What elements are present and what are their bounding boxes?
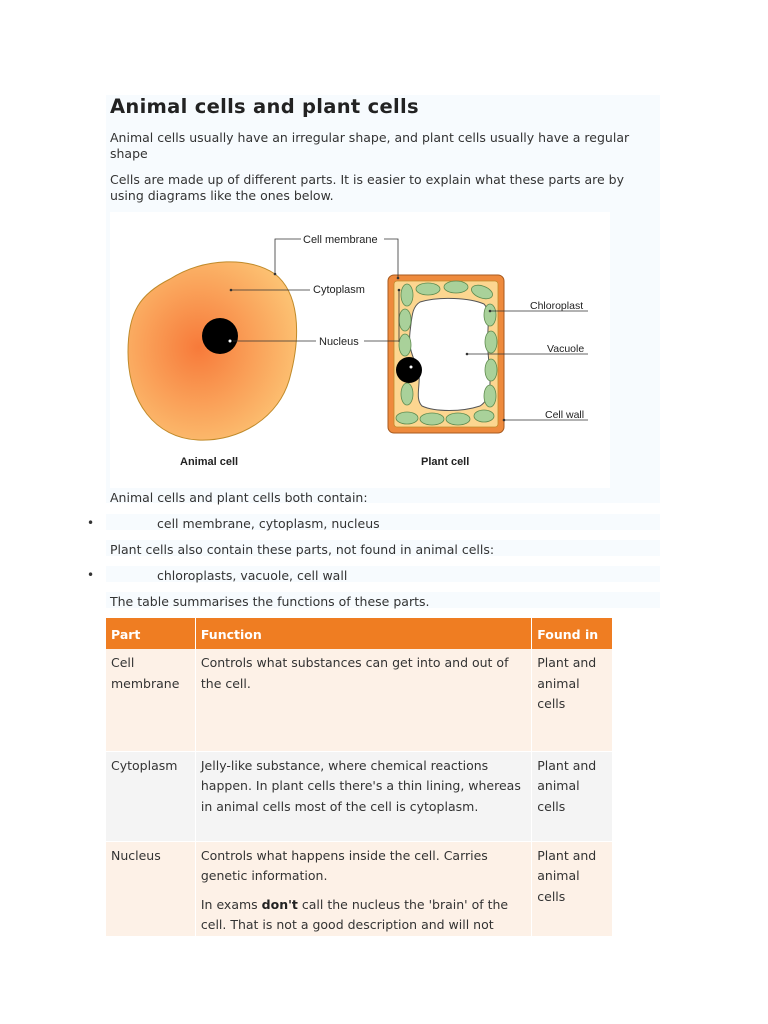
- page-title: Animal cells and plant cells: [110, 95, 419, 118]
- header-found-in: Found in: [532, 618, 613, 649]
- table-row: [106, 841, 613, 936]
- label-animal-cell: Animal cell: [180, 456, 239, 468]
- cell-found-in: Plant and animal cells: [532, 841, 613, 936]
- header-function: Function: [195, 618, 531, 649]
- bullet-2: •: [87, 568, 95, 582]
- cell-diagram-svg: [110, 212, 610, 488]
- cell-function: [195, 841, 531, 936]
- plant-vacuole: [410, 298, 490, 410]
- plant-nucleus: [396, 357, 422, 383]
- exam-note: [201, 895, 526, 936]
- functions-table: [106, 618, 613, 937]
- cell-part: Cytoplasm: [106, 751, 195, 841]
- label-nucleus: Nucleus: [319, 336, 359, 348]
- header-part: Part: [106, 618, 195, 649]
- label-cell-membrane: Cell membrane: [303, 234, 378, 246]
- cell-part: Cell membrane: [106, 649, 195, 751]
- both-list-item: cell membrane, cytoplasm, nucleus: [157, 516, 380, 531]
- label-cytoplasm: Cytoplasm: [313, 284, 365, 296]
- plant-nucleus-highlight: [410, 366, 413, 369]
- table-row: [106, 751, 613, 841]
- intro-text: Animal cells usually have an irregular shape, and plant cells usually have a regular shape: [110, 130, 630, 161]
- cell-diagram: [110, 212, 610, 488]
- note-bold: don't: [261, 896, 298, 912]
- cell-found-in: Plant and animal cells: [532, 751, 613, 841]
- animal-nucleus: [202, 318, 238, 354]
- parts-intro-text: Cells are made up of different parts. It is easier to explain what these parts are by using diagrams like the ones below.: [110, 172, 624, 203]
- cell-function-text: Controls what happens inside the cell. Carries genetic information.: [200, 847, 488, 883]
- bullet-1: •: [87, 516, 95, 530]
- cell-part: Nucleus: [106, 841, 195, 936]
- label-cell-wall: Cell wall: [545, 409, 585, 421]
- cell-function: Controls what substances can get into and out of the cell.: [195, 649, 531, 751]
- cell-found-in: Plant and animal cells: [532, 649, 613, 751]
- table-intro-text: The table summarises the functions of these parts.: [110, 594, 430, 609]
- animal-nucleus-highlight: [229, 340, 232, 343]
- label-vacuole: Vacuole: [547, 343, 585, 355]
- table-header-row: [106, 618, 613, 649]
- label-plant-cell: Plant cell: [421, 456, 470, 468]
- both-contain-text: Animal cells and plant cells both contain:: [110, 490, 368, 505]
- label-chloroplast: Chloroplast: [530, 300, 584, 312]
- cell-function: Jelly-like substance, where chemical reactions happen. In plant cells there's a thin lining, whereas in animal cells most of the cell is cytoplasm.: [195, 751, 531, 841]
- note-prefix: In exams: [200, 896, 262, 912]
- table-row: [106, 649, 613, 751]
- plant-list-item: chloroplasts, vacuole, cell wall: [157, 568, 348, 583]
- note-suffix: call the nucleus the 'brain' of the cell. That is not a good description and will not: [200, 896, 509, 932]
- plant-only-text: Plant cells also contain these parts, not found in animal cells:: [110, 542, 495, 557]
